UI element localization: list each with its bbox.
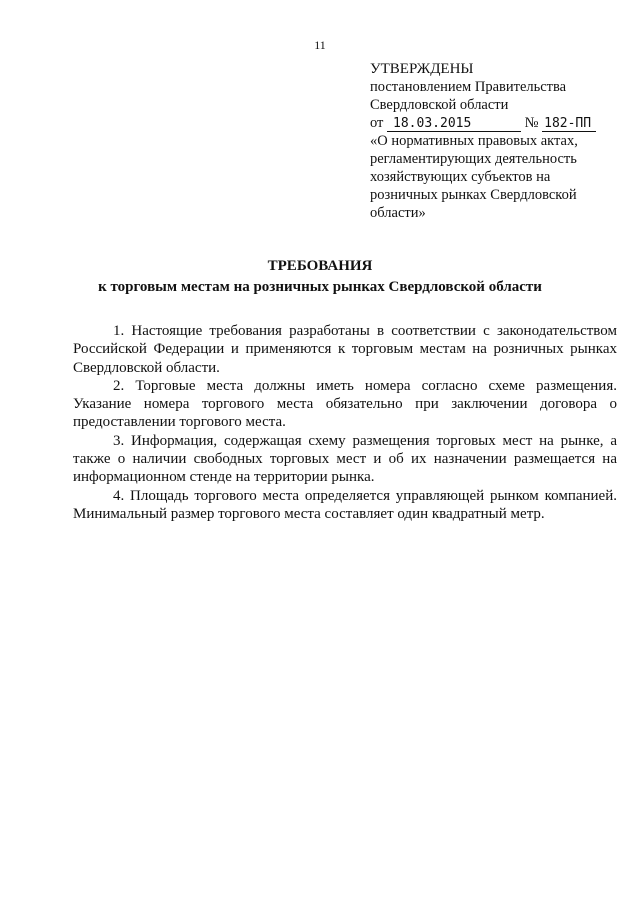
act-title-line-2: регламентирующих деятельность [370, 151, 577, 167]
paragraph-1: 1. Настоящие требования разработаны в соответствии с законодательством Российской Федерации и применяются к торговым местам на розничных рынках Свердловской области. [73, 323, 617, 376]
act-title-line-1: «О нормативных правовых актах, [370, 133, 578, 149]
approval-stamp-block [370, 60, 620, 222]
document-heading [0, 256, 640, 297]
paragraph-3: 3. Информация, содержащая схему размещения торговых мест на рынке, а также о наличии свободных торговых мест и об их назначении размещается на информационном стенде на территории рынка. [73, 432, 617, 486]
page-number: 11 [314, 38, 326, 52]
approval-date-number-line [370, 114, 620, 132]
document-subtitle: к торговым местам на розничных рынках Свердловской области [98, 279, 542, 295]
approved-label: УТВЕРЖДЕНЫ [370, 61, 474, 77]
number-value: 182-ПП [542, 116, 596, 132]
paragraph-2: 2. Торговые места должны иметь номера согласно схеме размещения. Указание номера торгового места обязательно при заключении договора о предоставлении торгового места. [73, 377, 617, 431]
document-body [73, 322, 617, 523]
paragraph-4: 4. Площадь торгового места определяется управляющей рынком компанией. Минимальный размер торгового места составляет один квадратный метр. [73, 487, 617, 522]
act-title-line-4: розничных рынках Свердловской [370, 187, 577, 203]
date-value: 18.03.2015 [387, 116, 521, 132]
approval-line-2: Свердловской области [370, 97, 509, 113]
act-title-line-5: области» [370, 205, 426, 221]
number-prefix: № [524, 115, 539, 131]
document-title: ТРЕБОВАНИЯ [267, 258, 373, 274]
approval-line-1: постановлением Правительства [370, 79, 567, 95]
date-prefix: от [370, 115, 384, 131]
act-title-line-3: хозяйствующих субъектов на [370, 169, 551, 185]
